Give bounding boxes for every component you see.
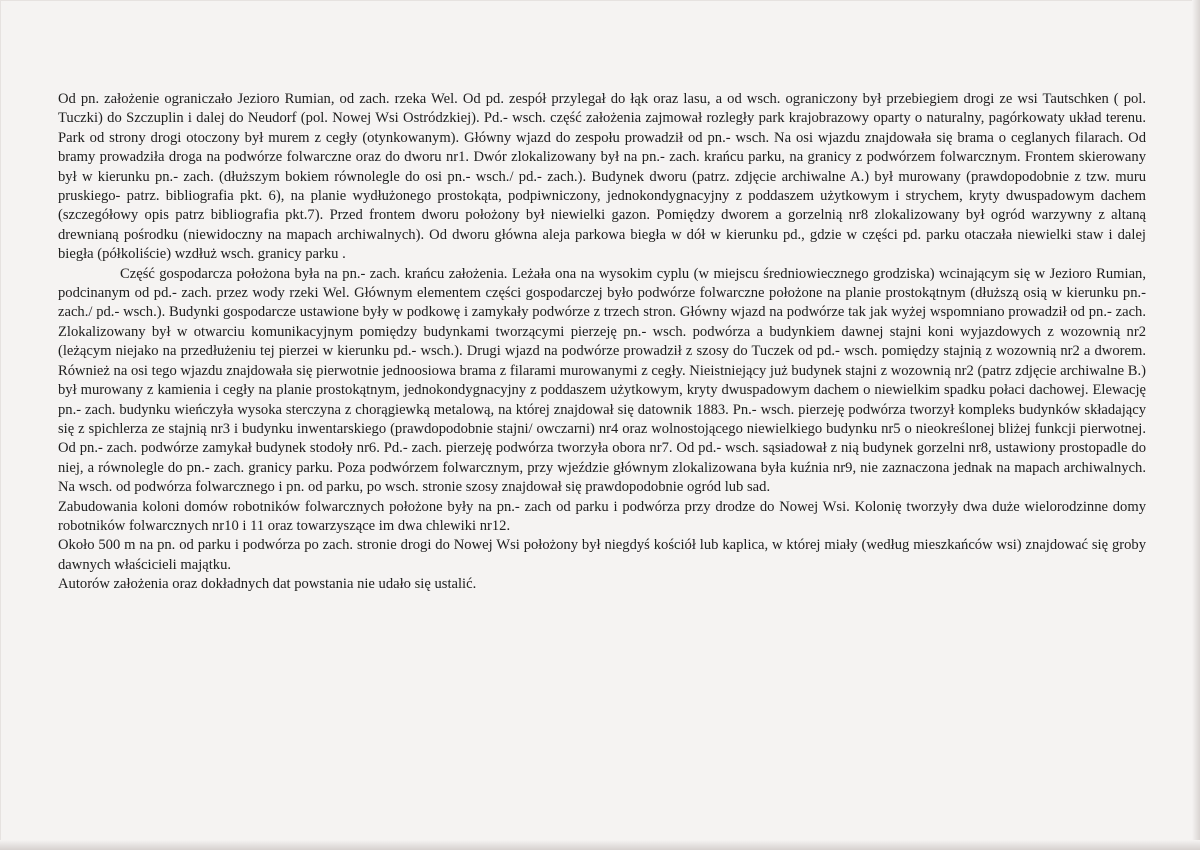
paragraph-farm-section: Część gospodarcza położona była na pn.- zach. krańcu założenia. Leżała ona na wysokim cyplu (w miejscu średniowiecznego grodziska) wcinającym się w Jezioro Rumian, podcinanym od pd.- zach. przez wody rzeki Wel. Głównym elementem części gospodarczej było podwórze folwarczne położone na planie prostokątnym (dłuższą osią w kierunku pn.- zach./ pd.- wsch.). Budynki gospodarcze ustawione były w podkowę i zamykały podwórze z trzech stron. Główny wjazd na podwórze tak jak wyżej wspomniano prowadził od pn.- zach. Zlokalizowany był w otwarciu komunikacyjnym pomiędzy budynkami tworzącymi pierzeję pn.- wsch. podwórza a budynkiem dawnej stajni koni wyjazdowych z wozownią nr2 (leżącym niejako na przedłużeniu tej pierzei w kierunku pd.- wsch.). Drugi wjazd na podwórze prowadził z szosy do Tuczek od pd.- wsch. pomiędzy stajnią z wozownią nr2 a dworem. Również na osi tego wjazdu znajdowała się pierwotnie jednoosiowa brama z filarami murowanymi z cegły. Nieistniejący już budynek stajni z wozownią nr2 (patrz zdjęcie archiwalne B.) był murowany z kamienia i cegły na planie prostokątnym, jednokondygnacyjny z poddaszem użytkowym, kryty dwuspadowym dachem o niewielkim spadku połaci dachowej. Elewację pn.- zach. budynku wieńczyła wysoka sterczyna z chorągiewką metalową, na której znajdował się datownik 1883. Pn.- wsch. pierzeję podwórza tworzył kompleks budynków składający się z spichlerza ze stajnią nr3 i budynku inwentarskiego (prawdopodobnie stajni/ owczarni) nr4 oraz wolnostojącego niewielkiego budynku nr5 o nieokreślonej bliżej funkcji pierwotnej. Od pn.- zach. podwórze zamykał budynek stodoły nr6. Pd.- zach. pierzeję podwórza tworzyła obora nr7. Od pd.- wsch. sąsiadował z nią budynek gorzelni nr8, ustawiony prostopadle do niej, a równolegle do pn.- zach. granicy parku. Poza podwórzem folwarcznym, przy wjeździe głównym zlokalizowana była kuźnia nr9, nie zaznaczona jednak na mapach archiwalnych. Na wsch. od podwórza folwarcznego i pn. od parku, po wsch. stronie szosy znajdował się prawdopodobnie ogród lub sad.: [58, 265, 1146, 496]
document-body: [58, 90, 1146, 595]
paper-edge-right: [1192, 0, 1200, 850]
paragraph-workers-colony: Zabudowania koloni domów robotników folwarcznych położone były na pn.- zach od parku i podwórza przy drodze do Nowej Wsi. Kolonię tworzyły dwa duże wielorodzinne domy robotników folwarcznych nr10 i 11 oraz towarzyszące im dwa chlewiki nr12.: [58, 498, 1146, 534]
paper-edge-bottom: [0, 840, 1200, 850]
paragraph-church: Około 500 m na pn. od parku i podwórza po zach. stronie drogi do Nowej Wsi położony był niegdyś kościół lub kaplica, w której miały (według mieszkańców wsi) znajdować się groby dawnych właścicieli majątku.: [58, 537, 1146, 573]
paragraph-site-boundaries: Od pn. założenie ograniczało Jezioro Rumian, od zach. rzeka Wel. Od pd. zespół przylegał do łąk oraz lasu, a od wsch. ograniczony był przebiegiem drogi ze wsi Tautschken ( pol. Tuczki) do Szczuplin i dalej do Neudorf (pol. Nowej Wsi Ostródzkiej). Pd.- wsch. część założenia zajmował rozległy park krajobrazowy oparty o naturalny, pagórkowaty układ terenu. Park od strony drogi otoczony był murem z cegły (otynkowanym). Główny wjazd do zespołu prowadził od pn.- wsch. Na osi wjazdu znajdowała się brama o ceglanych filarach. Od bramy prowadziła droga na podwórze folwarczne oraz do dworu nr1. Dwór zlokalizowany był na pn.- zach. krańcu parku, na granicy z podwórzem folwarcznym. Frontem skierowany był w kierunku pn.- zach. (dłuższym bokiem równolegle do osi pn.- wsch./ pd.- zach.). Budynek dworu (patrz. zdjęcie archiwalne A.) był murowany (prawdopodobnie z tzw. muru pruskiego- patrz. bibliografia pkt. 6), na planie wydłużonego prostokąta, podpiwniczony, jednokondygnacyjny z poddaszem użytkowym i strychem, kryty dwuspadowym dachem (szczegółowy opis patrz bibliografia pkt.7). Przed frontem dworu położony był niewielki gazon. Pomiędzy dworem a gorzelnią nr8 zlokalizowany był ogród warzywny z altaną drewnianą pośrodku (niewidoczny na mapach archiwalnych). Od dworu główna aleja parkowa biegła w dół w kierunku pd., gdzie w części pd. parku otaczała niewielki staw i dalej biegła (półkoliście) wzdłuż wsch. granicy parku .: [58, 91, 1146, 263]
paragraph-authors: Autorów założenia oraz dokładnych dat powstania nie udało się ustalić.: [58, 576, 477, 593]
